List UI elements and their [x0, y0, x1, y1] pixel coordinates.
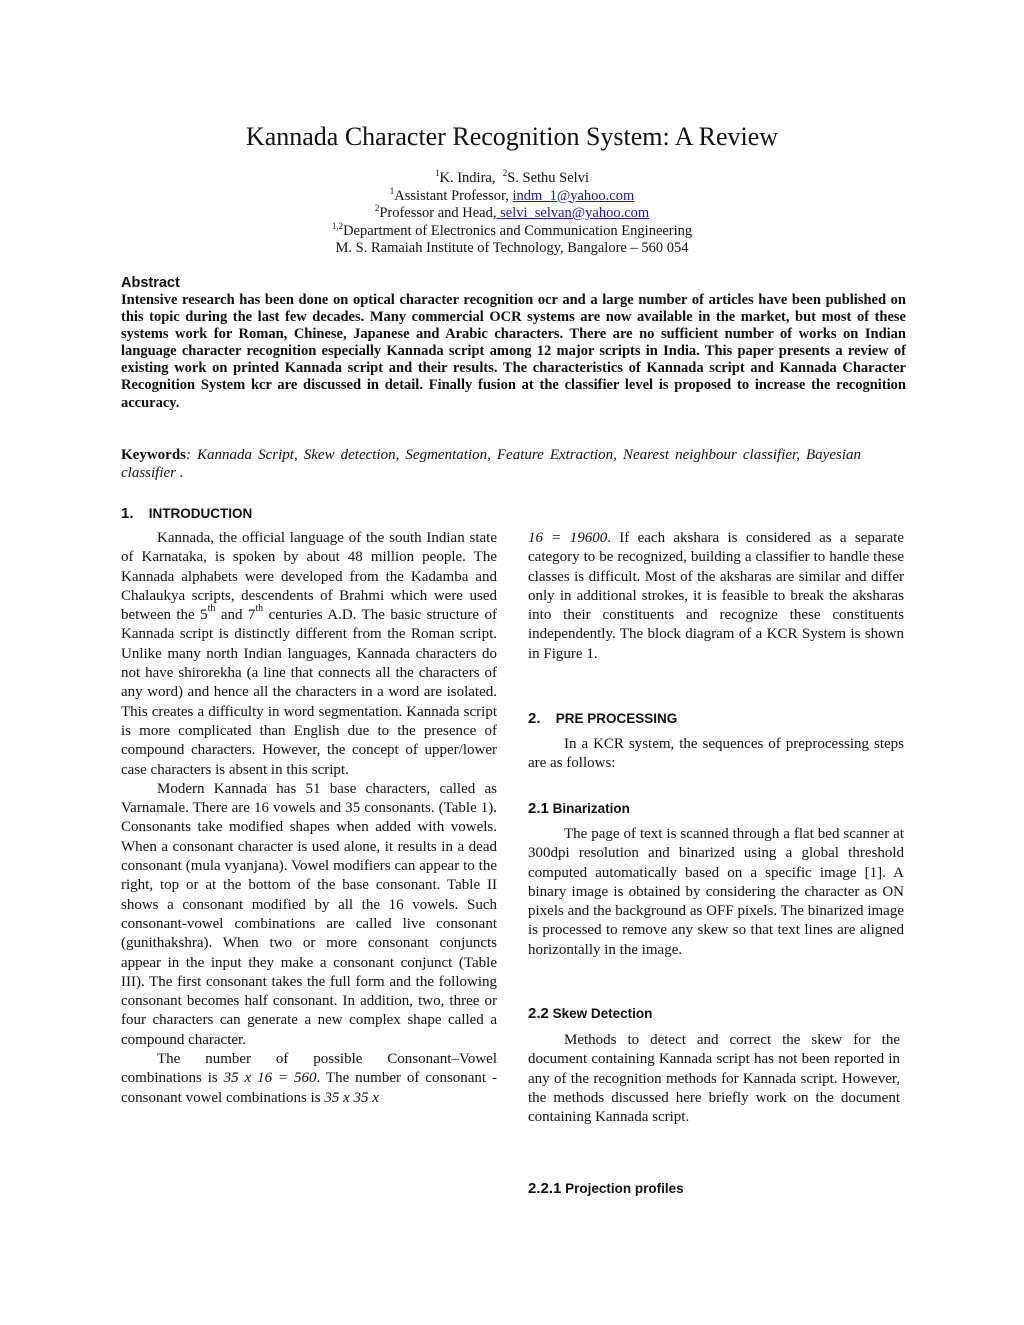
preprocessing-text-block	[528, 735, 904, 774]
section-introduction-heading: 1. INTRODUCTION	[121, 505, 253, 522]
institution: M. S. Ramaiah Institute of Technology, Bangalore – 560 054	[335, 240, 689, 256]
right-column-top	[528, 529, 904, 664]
keywords-text: : Kannada Script, Skew detection, Segmentation, Feature Extraction, Nearest neighbour classifier, Bayesian classifier .	[121, 447, 861, 481]
intro-paragraph-1: Kannada, the official language of the south Indian state of Karnataka, is spoken by about 48 million people. The Kannada alphabets were developed from the Kadamba and Chalaukya scripts, descendents of Brahmi which were used between the 5th and 7th centuries A.D. The basic structure of Kannada script is distinctly different from the Roman script. Unlike many north Indian languages, Kannada characters do not have shirorekha (a line that connects all the characters of any word) and hence all the characters in a word are isolated. This creates a difficulty in word segmentation. Kannada script is more complicated than English due to the presence of compound characters. However, the concept of upper/lower case characters is absent in this script.	[121, 530, 497, 778]
email-link-1[interactable]: indm_1@yahoo.com	[512, 187, 635, 204]
section-projection-heading: 2.2.1 Projection profiles	[528, 1180, 684, 1197]
department: $^{1,2}$Department of Electronics and Communication Engineering	[331, 220, 693, 239]
affiliation-2: $^2$Professor and Head, selvi_selvan@yahoo.com	[374, 203, 650, 221]
author-names: $^1$K. Indira, $^2$S. Sethu Selvi	[435, 168, 589, 186]
author-1: K. Indira,	[439, 170, 496, 186]
intro-continued: 16 = 19600. If each akshara is considered as a separate category to be recognized, building a classifier to handle these classes is difficult. Most of the aksharas are similar and differ only in additional strokes, it is feasible to break the aksharas into their constituents and recognize these constituents independently. The block diagram of a KCR System is shown in Figure 1.	[528, 530, 905, 662]
skew-text-block	[528, 1031, 900, 1127]
author-2: S. Sethu Selvi	[507, 170, 589, 186]
section-preprocessing-heading: 2. PRE PROCESSING	[528, 710, 678, 727]
paper-title: Kannada Character Recognition System: A Review	[245, 122, 779, 151]
section-skew-heading: 2.2 Skew Detection	[528, 1005, 653, 1022]
skew-text: Methods to detect and correct the skew for the document containing Kannada script has not been reported in any of the recognition methods for Kannada script. However, the methods discussed here briefly work on the document containing Kannada script.	[528, 1032, 900, 1126]
intro-paragraph-2: Modern Kannada has 51 base characters, called as Varnamale. There are 16 vowels and 35 consonants. (Table 1). Consonants take modified shapes when added with vowels. When a consonant character is used alone, it results in a dead consonant (mula vyanjana). Vowel modifiers can appear to the right, top or at the bottom of the base consonant. Table II shows a consonant modified by all the 16 vowels. Such consonant-vowel combinations are called live consonant (gunithakshra). When two or more consonant conjuncts appear in the input they make a consonant conjunct (Table III). The first consonant takes the full form and the following consonant becomes half consonant. In addition, two, three or four characters can generate a new complex shape called a compound character.	[121, 780, 497, 1048]
author-block	[0, 170, 1024, 258]
section-binarization-heading: 2.1 Binarization	[528, 800, 630, 817]
affiliation-1: $^1$Assistant Professor, indm_1@yahoo.com	[389, 185, 635, 204]
intro-paragraph-3: The number of possible Consonant–Vowel combinations is 35 x 16 = 560. The number of consonant -consonant vowel combinations is 35 x 35 x	[121, 1051, 498, 1106]
binarization-text: The page of text is scanned through a flat bed scanner at 300dpi resolution and binarized using a global threshold computed automatically based on a specific image [1]. A binary image is obtained by considering the character as ON pixels and the background as OFF pixels. The binarized image is processed to remove any skew so that text lines are aligned horizontally in the image.	[528, 826, 904, 958]
email-link-2[interactable]: selvi_selvan@yahoo.com	[500, 205, 650, 221]
left-column	[121, 529, 497, 1108]
keywords	[121, 446, 861, 482]
keywords-label: Keywords	[121, 447, 186, 463]
binarization-text-block	[528, 825, 904, 960]
abstract-text: Intensive research has been done on optical character recognition ocr and a large number of articles have been published on this topic during the last few decades. Many commercial OCR systems are now available in the market, but most of these systems work for Roman, Chinese, Japanese and Arabic characters. There are no sufficient number of works on Indian language character recognition especially Kannada script among 12 major scripts in India. This paper presents a review of existing work on printed Kannada script and their results. The characteristics of Kannada script and Kannada Character Recognition System kcr are discussed in detail. Finally fusion at the classifier level is proposed to increase the recognition accuracy.	[121, 292, 906, 411]
preprocessing-text: In a KCR system, the sequences of preprocessing steps are as follows:	[528, 736, 904, 772]
abstract-heading: Abstract	[121, 275, 180, 291]
